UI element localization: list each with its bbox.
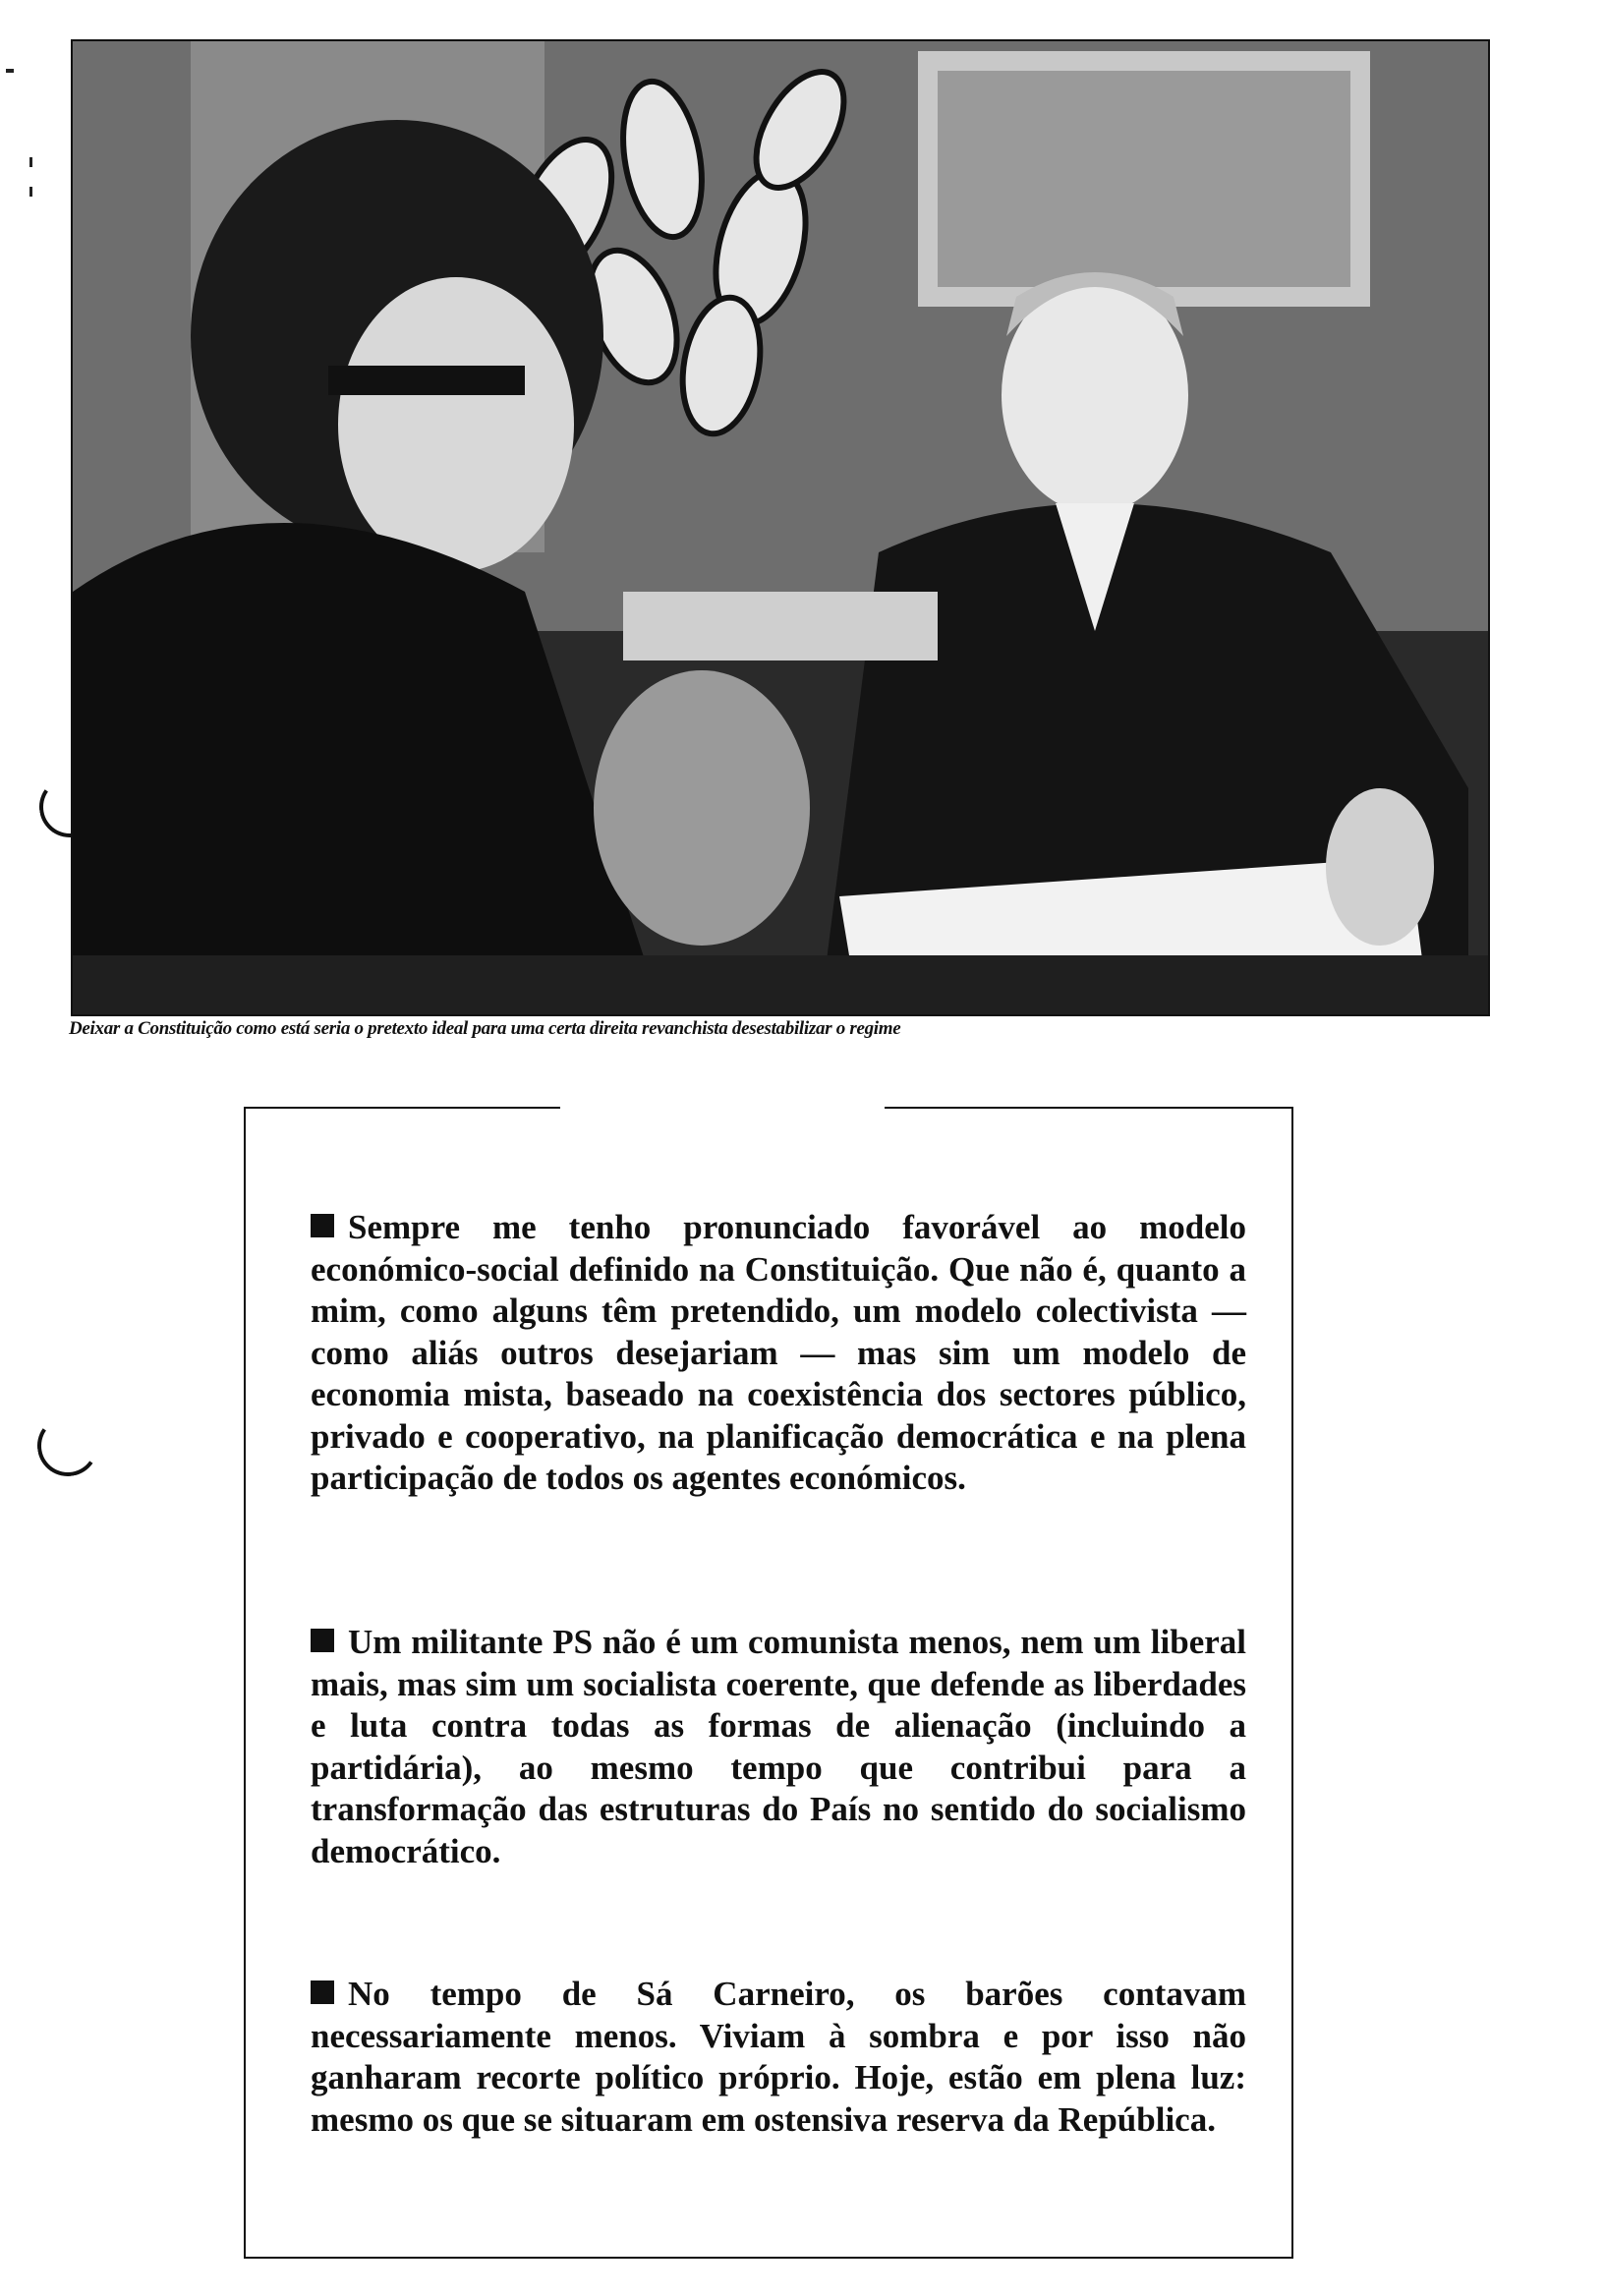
quotes-box	[244, 1107, 1293, 2259]
quote-text: No tempo de Sá Carneiro, os barões contavam necessariamente menos. Viviam à sombra e por isso não ganharam recorte político próprio. Hoje, estão em plena luz: mesmo os que se situaram em ostensiva reserva da República.	[311, 1975, 1246, 2139]
square-bullet-icon	[311, 1980, 334, 2004]
quote-item	[311, 1974, 1246, 2141]
hole-punch-arc	[32, 1410, 103, 1481]
quote-text: Sempre me tenho pronunciado favorável ao modelo económico-social definido na Constituição. Que não é, quanto a mim, como alguns têm pretendido, um modelo colectivista — como aliás outros desejariam — mas sim um modelo de economia mista, baseado na coexistência dos sectores público, privado e cooperativo, na planificação democrática e na plena participação de todos os agentes económicos.	[311, 1208, 1246, 1497]
news-photo	[71, 39, 1490, 1016]
quote-text: Um militante PS não é um comunista menos, nem um liberal mais, mas sim um socialista coerente, que defende as liberdades e luta contra todas as formas de alienação (incluindo a partidária), ao mesmo tempo que contribui para a transformação das estruturas do País no sentido do socialismo democrático.	[311, 1623, 1246, 1870]
photo-caption: Deixar a Constituição como está seria o pretexto ideal para uma certa direita revanchista desestabilizar o regime	[69, 1018, 901, 1039]
margin-mark	[29, 157, 32, 167]
quote-item	[311, 1622, 1246, 1872]
box-frame-gap	[560, 1105, 885, 1111]
square-bullet-icon	[311, 1214, 334, 1237]
margin-mark	[29, 187, 32, 197]
margin-mark	[6, 69, 14, 73]
square-bullet-icon	[311, 1629, 334, 1652]
quote-item	[311, 1207, 1246, 1500]
photo-two-men-seated-talking-icon	[73, 41, 1488, 1014]
